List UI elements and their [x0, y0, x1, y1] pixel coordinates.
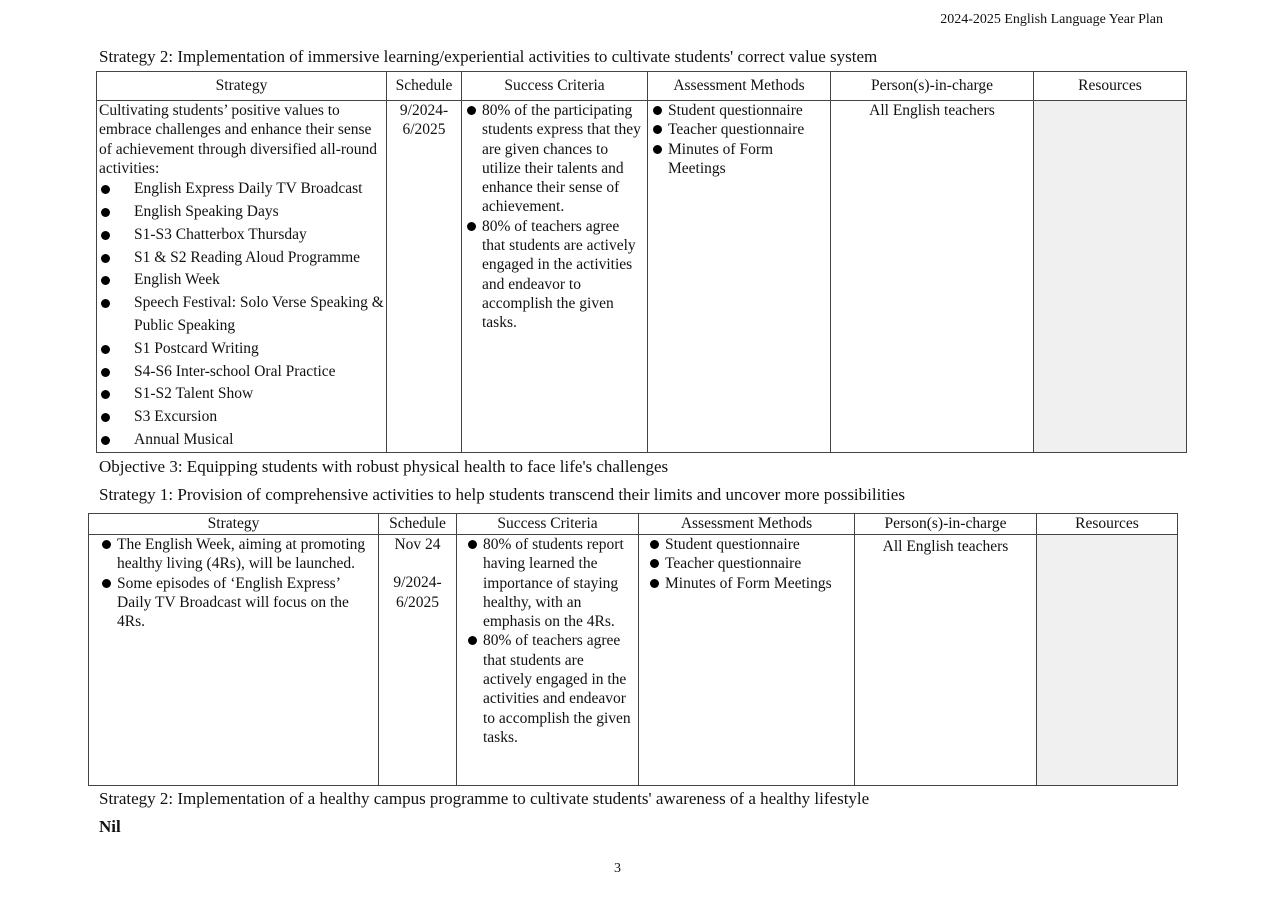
assessment-methods-list [650, 101, 828, 178]
schedule-cell: 9/2024-6/2025 [387, 101, 462, 453]
list-item: Minutes of Form Meetings [647, 574, 852, 593]
success-criteria-cell [457, 535, 639, 786]
list-item: S1 Postcard Writing [99, 338, 384, 361]
strategy-list [91, 535, 372, 631]
schedule-date-2: 9/2024-6/2025 [393, 574, 442, 611]
col-header-strategy: Strategy [97, 72, 387, 101]
assessment-methods-cell [648, 101, 831, 453]
person-in-charge-cell: All English teachers [831, 101, 1034, 453]
list-item: S1-S2 Talent Show [99, 383, 384, 406]
objective3-strategy1-table [88, 513, 1178, 786]
col-header-resources: Resources [1034, 72, 1187, 101]
strategy-intro: Cultivating students’ positive values to embrace challenges and enhance their sense of achievement through diversified all-round activities: [99, 102, 378, 177]
schedule-date-1: Nov 24 [394, 536, 441, 553]
col-header-success-criteria: Success Criteria [457, 514, 639, 535]
list-item: English Week [99, 269, 384, 292]
col-header-person-in-charge: Person(s)-in-charge [831, 72, 1034, 101]
col-header-strategy: Strategy [89, 514, 379, 535]
list-item: S4-S6 Inter-school Oral Practice [99, 361, 384, 384]
table-header-row [97, 72, 1187, 101]
list-item: The English Week, aiming at promoting healthy living (4Rs), will be launched. [99, 535, 372, 574]
col-header-resources: Resources [1037, 514, 1178, 535]
table-row [89, 535, 1178, 786]
document-header-title: 2024-2025 English Language Year Plan [940, 12, 1163, 27]
activity-list [99, 178, 384, 452]
strategy-cell [89, 535, 379, 786]
section3-content: Nil [99, 817, 121, 836]
col-header-schedule: Schedule [387, 72, 462, 101]
col-header-assessment-methods: Assessment Methods [639, 514, 855, 535]
col-header-success-criteria: Success Criteria [462, 72, 648, 101]
success-criteria-list [465, 535, 636, 747]
person-in-charge-cell: All English teachers [855, 535, 1037, 786]
list-item: S1 & S2 Reading Aloud Programme [99, 247, 384, 270]
list-item: 80% of teachers agree that students are actively engaged in the activities and endeavor to accomplish the given tasks. [465, 631, 636, 747]
objective3-heading: Objective 3: Equipping students with robust physical health to face life's challenges [99, 457, 669, 476]
page-number: 3 [614, 861, 621, 876]
resources-cell [1037, 535, 1178, 786]
list-item: Minutes of Form Meetings [650, 140, 828, 179]
list-item: Speech Festival: Solo Verse Speaking & Public Speaking [99, 292, 384, 338]
assessment-methods-cell [639, 535, 855, 786]
list-item: Some episodes of ‘English Express’ Daily TV Broadcast will focus on the 4Rs. [99, 574, 372, 632]
list-item: Teacher questionnaire [647, 554, 852, 573]
schedule-cell [379, 535, 457, 786]
strategy2-table [96, 71, 1187, 453]
section2-strategy-heading: Strategy 1: Provision of comprehensive activities to help students transcend their limits and uncover more possibilities [99, 485, 905, 504]
resources-cell [1034, 101, 1187, 453]
list-item: Student questionnaire [647, 535, 852, 554]
list-item: 80% of the participating students express that they are given chances to utilize their talents and enhance their sense of achievement. [464, 101, 645, 217]
list-item: Student questionnaire [650, 101, 828, 120]
list-item: Teacher questionnaire [650, 120, 828, 139]
success-criteria-cell [462, 101, 648, 453]
col-header-person-in-charge: Person(s)-in-charge [855, 514, 1037, 535]
section3-strategy-heading: Strategy 2: Implementation of a healthy campus programme to cultivate students' awareness of a healthy lifestyle [99, 789, 870, 808]
table-row [97, 101, 1187, 453]
list-item: 80% of students report having learned the importance of staying healthy, with an emphasis on the 4Rs. [465, 535, 636, 631]
table-header-row [89, 514, 1178, 535]
list-item: English Speaking Days [99, 201, 384, 224]
section1-strategy-heading: Strategy 2: Implementation of immersive learning/experiential activities to cultivate students' correct value system [99, 47, 878, 66]
assessment-methods-list [647, 535, 852, 593]
strategy-cell [97, 101, 387, 453]
list-item: English Express Daily TV Broadcast [99, 178, 384, 201]
list-item: Annual Musical [99, 429, 384, 452]
list-item: S1-S3 Chatterbox Thursday [99, 224, 384, 247]
col-header-schedule: Schedule [379, 514, 457, 535]
success-criteria-list [464, 101, 645, 333]
list-item: 80% of teachers agree that students are actively engaged in the activities and endeavor to accomplish the given tasks. [464, 217, 645, 333]
col-header-assessment-methods: Assessment Methods [648, 72, 831, 101]
list-item: S3 Excursion [99, 406, 384, 429]
